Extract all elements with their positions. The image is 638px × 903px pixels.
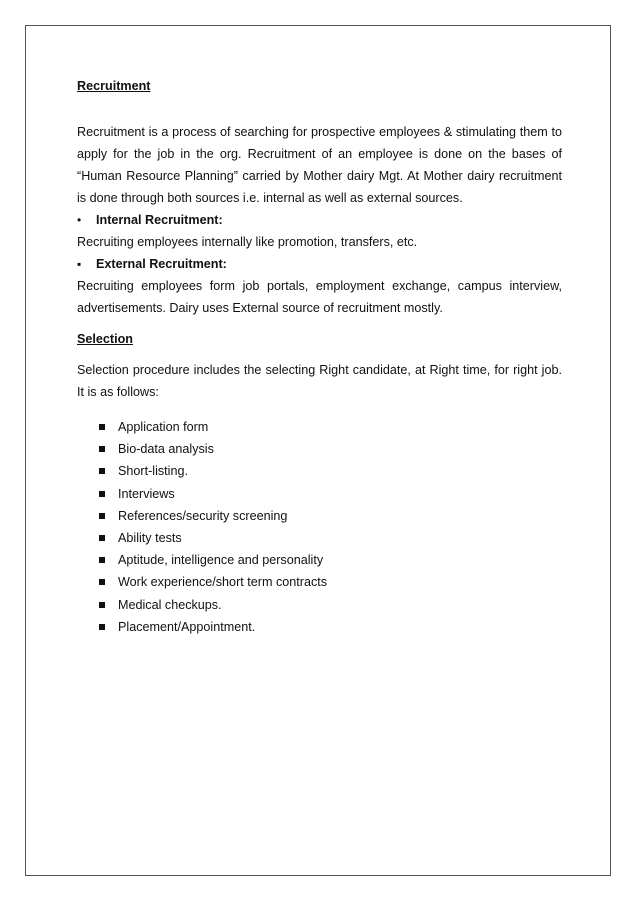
internal-recruitment-title: Internal Recruitment: [96,213,223,227]
square-bullet-icon [99,446,105,452]
list-item [99,549,562,571]
list-item [99,571,562,593]
step-label: Medical checkups. [118,597,222,612]
external-recruitment-item [77,253,562,275]
square-bullet-icon [99,424,105,430]
list-item [99,505,562,527]
list-item [99,416,562,438]
list-item [99,527,562,549]
recruitment-intro: Recruitment is a process of searching for prospective employees & stimulating them to apply for the job in the org. Recruitment of an employee is done on the bases of “Human Resource Planning” carried by Mother dairy Mgt. At Mother dairy recruitment is done through both sources i.e. internal as well as external sources. [77,125,562,205]
selection-steps-list [77,416,562,638]
square-bullet-icon: ▪ [77,257,82,271]
list-item [99,616,562,638]
step-label: Interviews [118,486,175,501]
square-bullet-icon [99,557,105,563]
step-label: Placement/Appointment. [118,619,256,634]
internal-recruitment-text: Recruiting employees internally like promotion, transfers, etc. [77,235,418,249]
step-label: References/security screening [118,508,288,523]
external-recruitment-title: External Recruitment: [96,257,227,271]
list-item [99,483,562,505]
step-label: Aptitude, intelligence and personality [118,553,324,568]
list-item [99,438,562,460]
square-bullet-icon [99,602,105,608]
square-bullet-icon [99,491,105,497]
document-content [77,78,562,638]
round-bullet-icon: • [77,213,82,227]
list-item [99,460,562,482]
external-recruitment-text: Recruiting employees form job portals, employment exchange, campus interview, advertisements. Dairy uses External source of recruitment mostly. [77,279,562,315]
step-label: Work experience/short term contracts [118,575,328,590]
step-label: Bio-data analysis [118,442,214,457]
step-label: Application form [118,420,209,435]
square-bullet-icon [99,579,105,585]
square-bullet-icon [99,513,105,519]
step-label: Ability tests [118,531,182,546]
square-bullet-icon [99,468,105,474]
square-bullet-icon [99,535,105,541]
step-label: Short-listing. [118,464,188,479]
square-bullet-icon [99,624,105,630]
selection-intro: Selection procedure includes the selecting Right candidate, at Right time, for right job. It is as follows: [77,363,562,399]
recruitment-heading: Recruitment [77,79,151,93]
internal-recruitment-item [77,209,562,231]
selection-heading: Selection [77,332,133,346]
list-item [99,594,562,616]
